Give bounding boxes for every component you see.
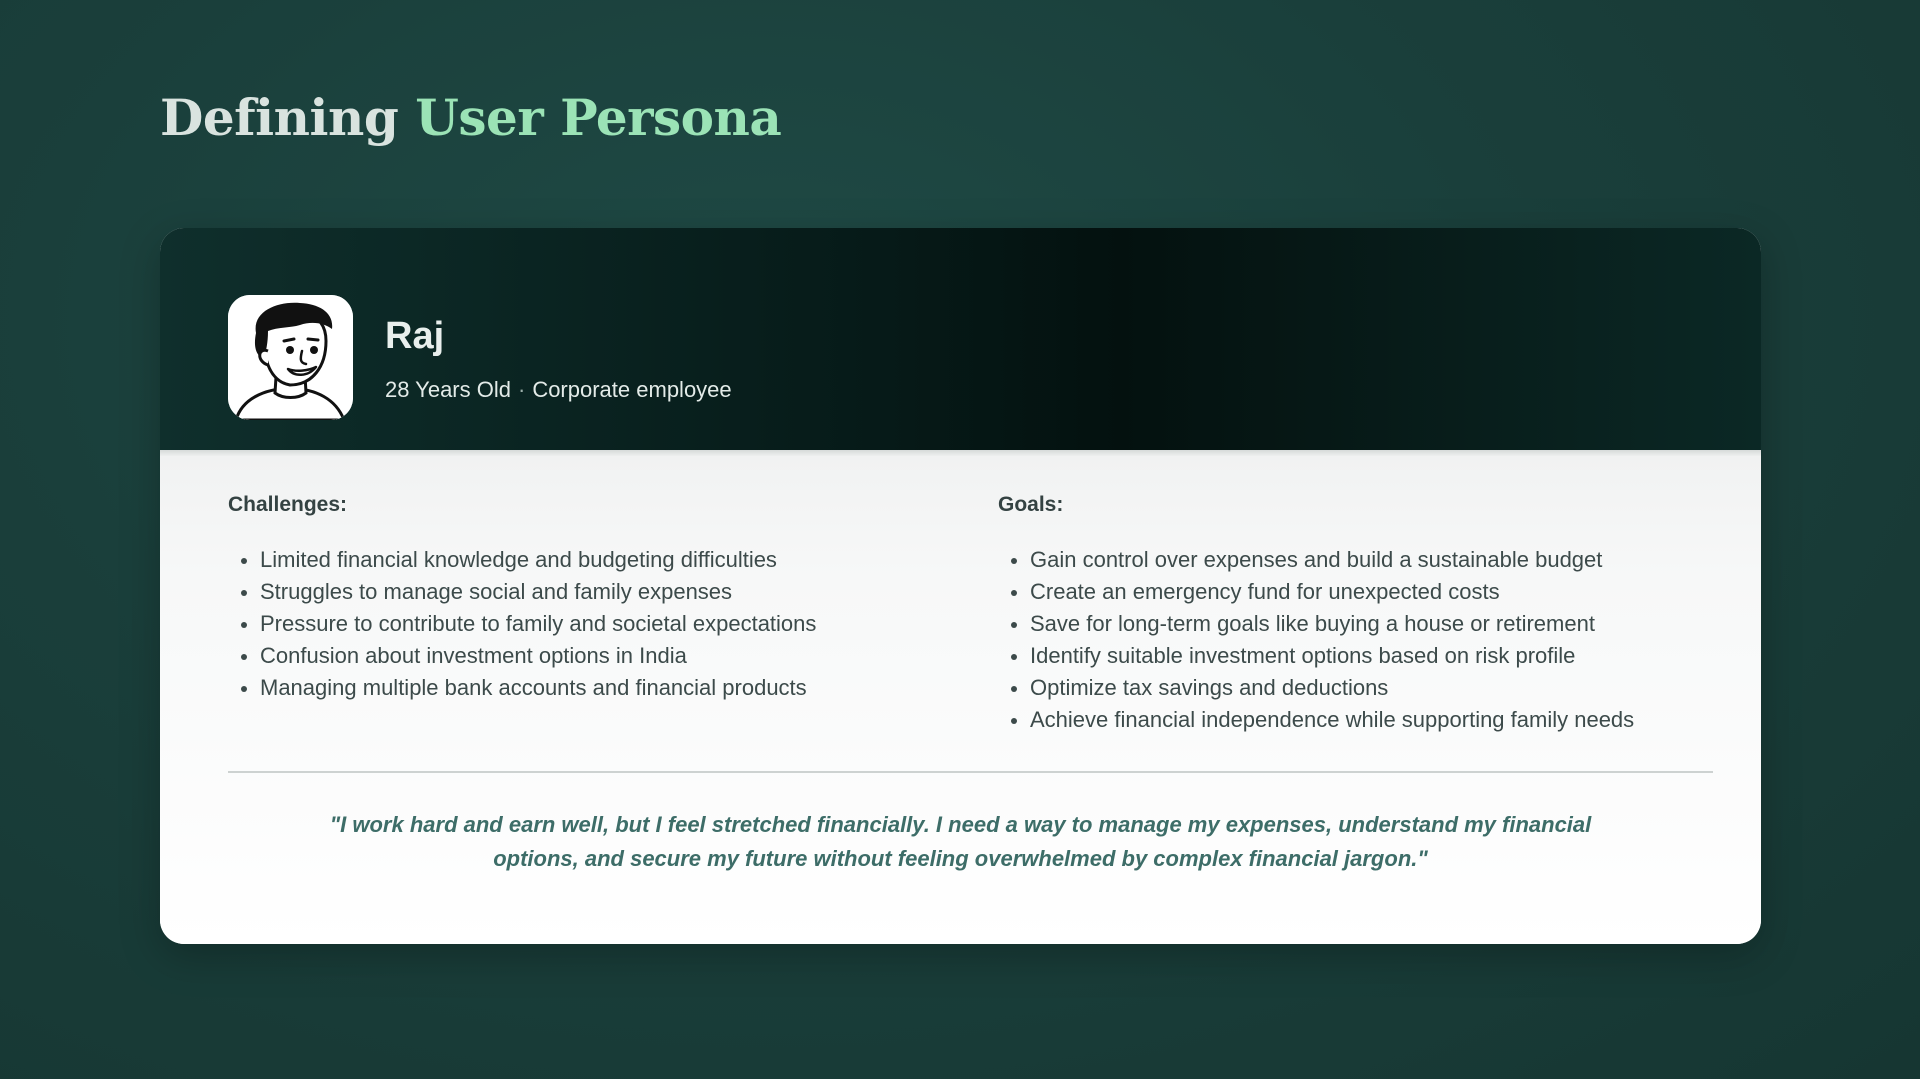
list-item: Gain control over expenses and build a sustainable budget (998, 544, 1634, 576)
persona-card (160, 228, 1761, 944)
list-item: Create an emergency fund for unexpected costs (998, 576, 1634, 608)
list-item: Save for long-term goals like buying a house or retirement (998, 608, 1634, 640)
persona-meta (385, 376, 732, 404)
persona-card-header (160, 228, 1761, 450)
persona-quote (280, 808, 1641, 876)
quote-line-1: "I work hard and earn well, but I feel stretched financially. I need a way to manage my expenses, understand my financial (329, 812, 1592, 837)
page-title (160, 86, 781, 150)
list-item: Managing multiple bank accounts and financial products (228, 672, 816, 704)
goals-section (998, 492, 1738, 732)
list-item: Optimize tax savings and deductions (998, 672, 1634, 704)
goals-list (998, 544, 1634, 736)
list-item: Achieve financial independence while supporting family needs (998, 704, 1634, 736)
list-item: Limited financial knowledge and budgeting difficulties (228, 544, 816, 576)
persona-occupation: Corporate employee (532, 377, 732, 402)
page-title-part2: User Persona (415, 88, 782, 147)
section-divider (228, 771, 1713, 773)
persona-age: 28 Years Old (385, 377, 511, 402)
list-item: Identify suitable investment options based on risk profile (998, 640, 1634, 672)
cartoon-man-avatar-icon (228, 295, 353, 420)
persona-name: Raj (385, 315, 445, 357)
challenges-list (228, 544, 816, 704)
list-item: Confusion about investment options in India (228, 640, 816, 672)
challenges-section (228, 492, 968, 700)
list-item: Pressure to contribute to family and societal expectations (228, 608, 816, 640)
page-title-part1: Defining (160, 88, 399, 147)
quote-line-2: options, and secure my future without feeling overwhelmed by complex financial jargon." (493, 846, 1428, 871)
meta-separator: · (517, 377, 526, 402)
challenges-heading: Challenges: (228, 493, 348, 516)
goals-heading: Goals: (998, 493, 1064, 516)
list-item: Struggles to manage social and family expenses (228, 576, 816, 608)
